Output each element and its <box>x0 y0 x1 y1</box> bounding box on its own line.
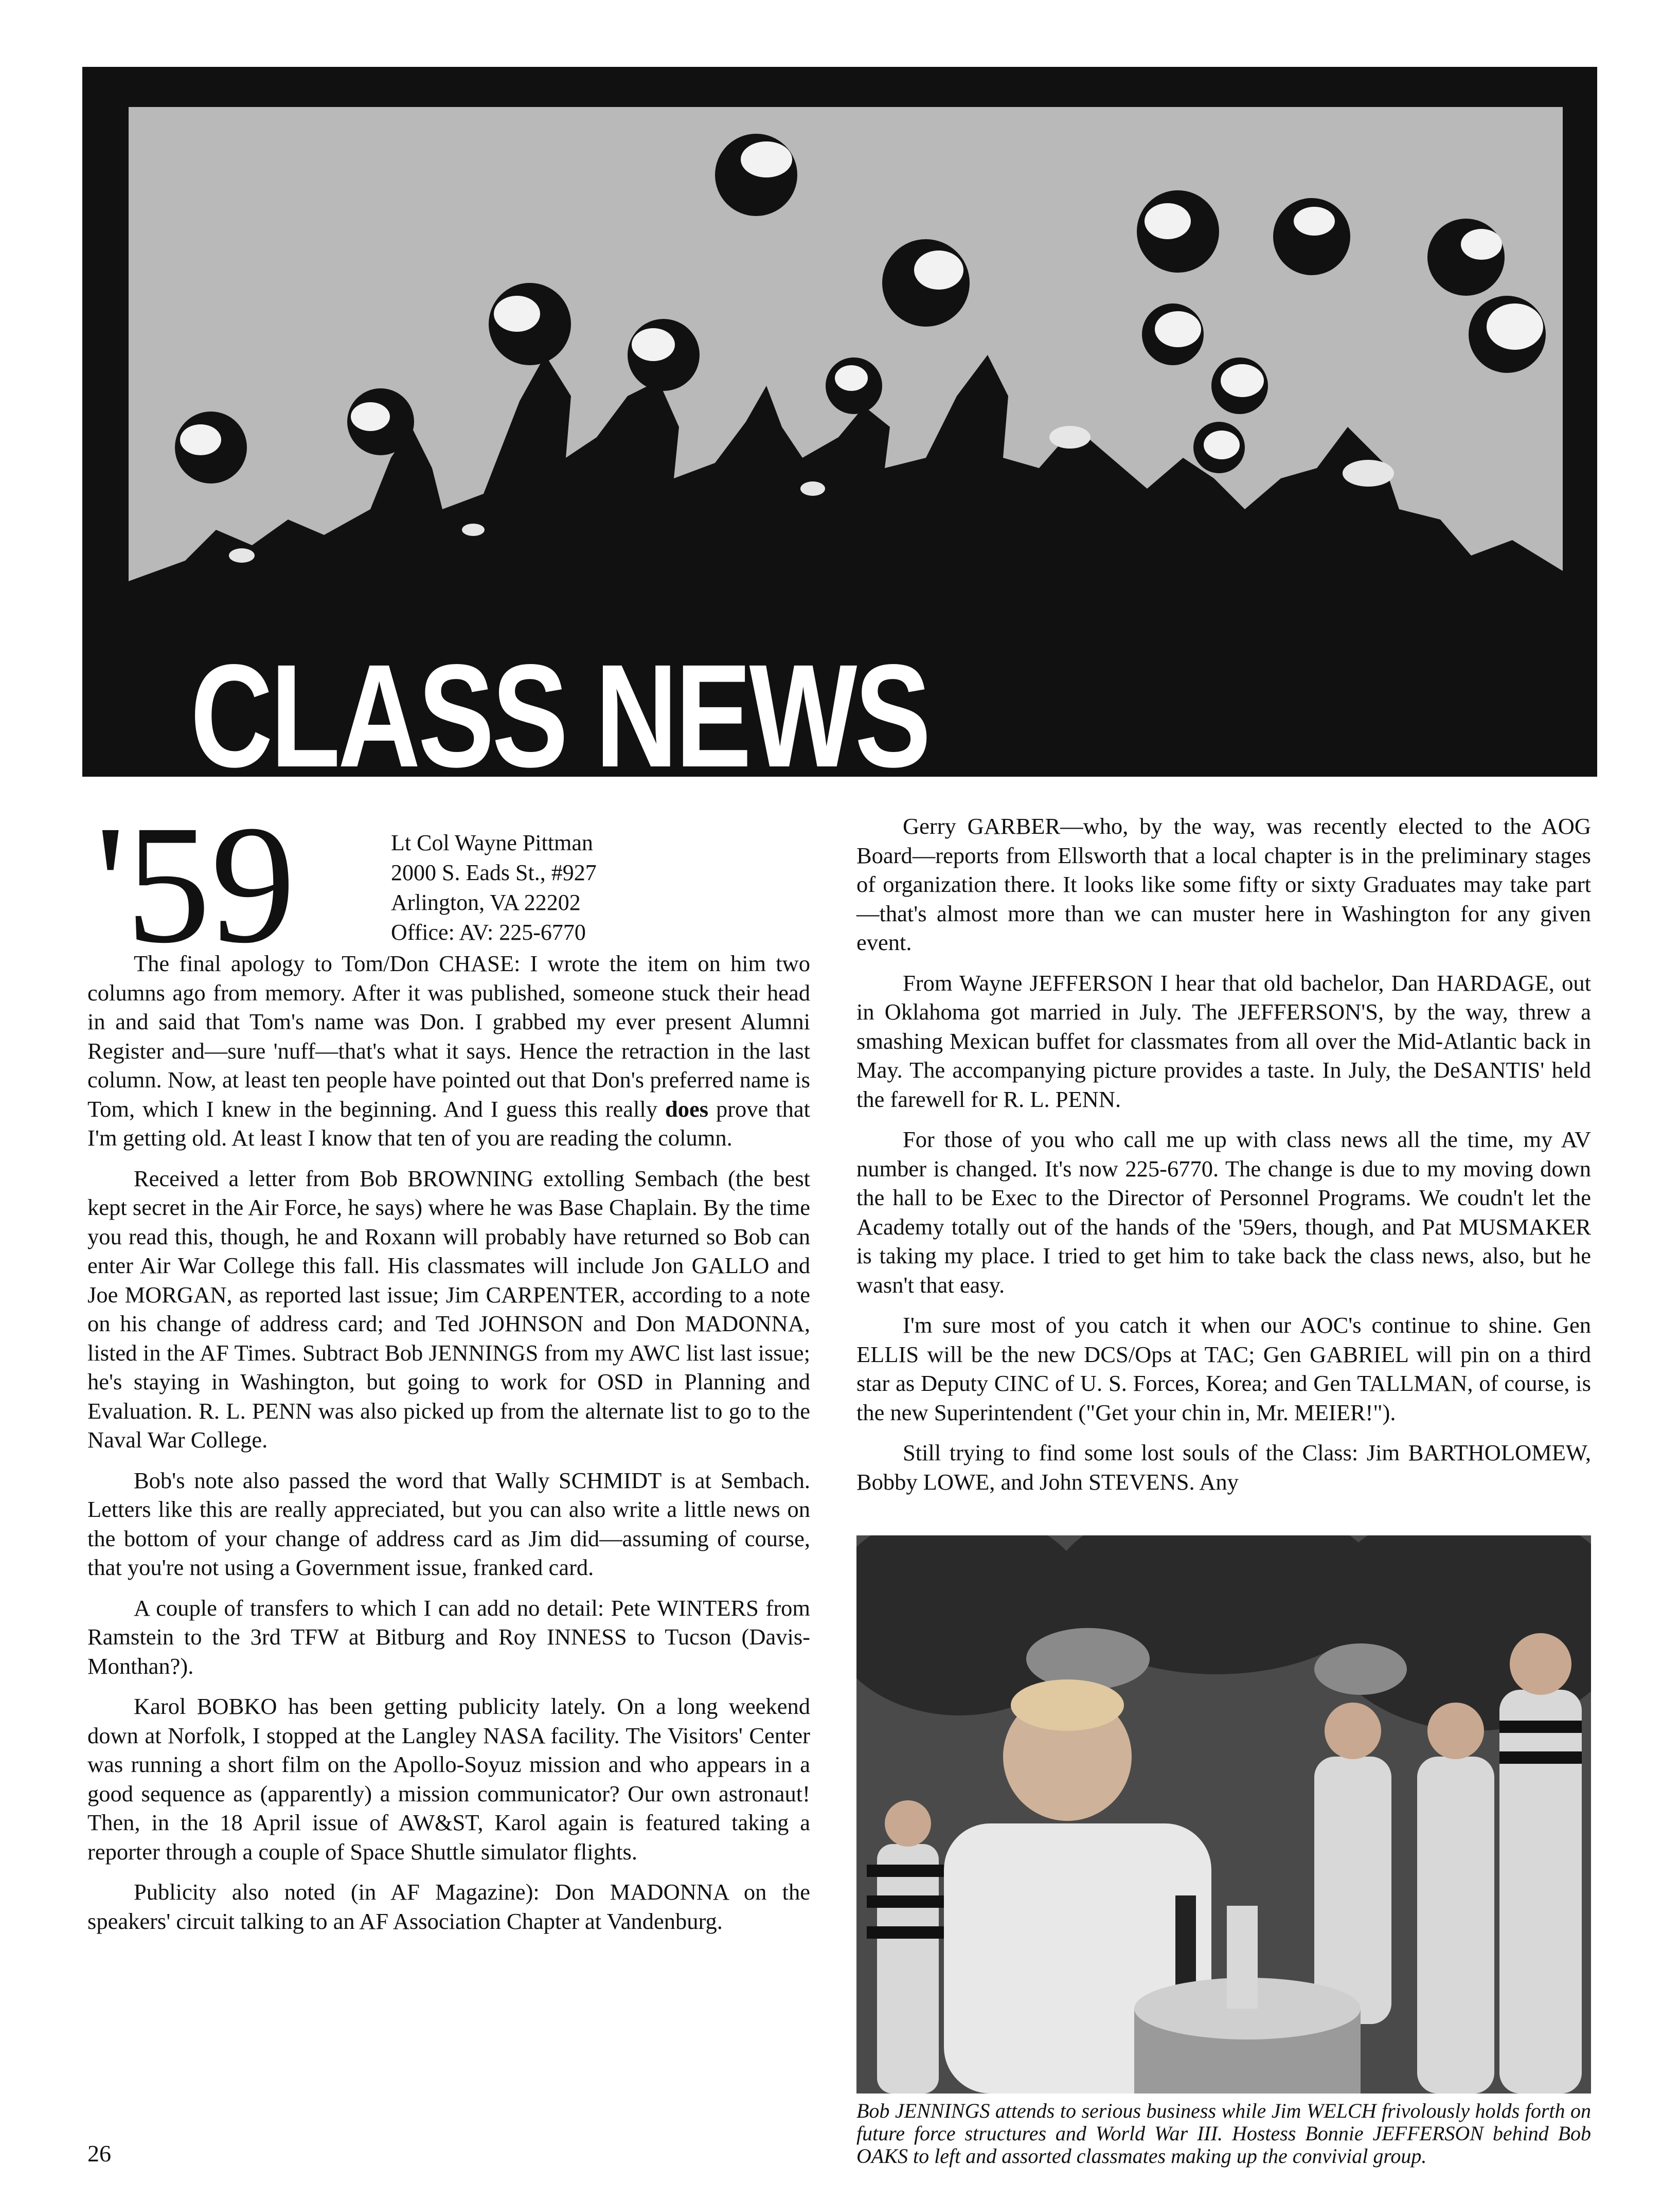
address-line: Office: AV: 225-6770 <box>391 920 586 945</box>
paragraph: From Wayne JEFFERSON I hear that old bachelor, Dan HARDAGE, out in Oklahoma got married in July. The JEFFERSON'S, by the way, threw a smashing Mexican buffet for classmates from all over the Mid-Atlantic back in May. The accompanying picture provides a taste. In July, the DeSANTIS' held the farewell for R. L. PENN. <box>856 970 1591 1112</box>
address-line: Lt Col Wayne Pittman <box>391 830 593 855</box>
address-line: Arlington, VA 22202 <box>391 890 581 915</box>
paragraph: The final apology to Tom/Don CHASE: I wrote the item on him two columns ago from memory. After it was published, someone stuck their head in and said that Tom's name was Don. I grabbed my ever present Alumni Register and—sure 'nuff—that's what it says. Hence the retraction in the last column. Now, at least ten people have pointed out that Don's preferred name is Tom, which I knew in the beginning. And I guess this really does prove that I'm getting old. At least I know that ten of you are reading the column. <box>87 951 810 1151</box>
photo-caption: Bob JENNINGS attends to serious business while Jim WELCH frivolously holds forth on future force structures and World War III. Hostess Bonnie JEFFERSON behind Bob OAKS to left and assorted classmates making up the convivial group. <box>856 2099 1591 2168</box>
banner-title: CLASS NEWS <box>190 634 929 798</box>
page-number: 26 <box>87 2140 111 2167</box>
paragraph: For those of you who call me up with class news all the time, my AV number is changed. It's now 225-6770. The change is due to my moving down the hall to be Exec to the Director of Personnel Programs. We coudn't let the Academy totally out of the hands of the '59ers, though, and Pat MUSMAKER is taking my place. I tried to get him to take back the class news, also, but he wasn't that easy. <box>856 1126 1591 1298</box>
paragraph: Received a letter from Bob BROWNING extolling Sembach (the best kept secret in the Air Force, he says) where he was Base Chaplain. By the time you read this, though, he and Roxann will probably have returned so Bob can enter Air War College this fall. His classmates will include Jon GALLO and Joe MORGAN, as reported last issue; Jim CARPENTER, according to a note on his change of address card; and Ted JOHNSON and Don MADONNA, listed in the AF Times. Subtract Bob JENNINGS from my AWC list last issue; he's staying in Washington, but going to work for OSD in Planning and Evaluation. R. L. PENN was also picked up from the alternate list to go to the Naval War College. <box>87 1165 810 1453</box>
paragraph: Bob's note also passed the word that Wally SCHMIDT is at Sembach. Letters like this are really appreciated, but you can also write a little news on the bottom of your change of address card as Jim did—assuming of course, that you're not using a Government issue, franked card. <box>87 1467 810 1580</box>
class-secretary-address <box>391 828 597 947</box>
address-line: 2000 S. Eads St., #927 <box>391 860 597 885</box>
left-column <box>87 949 810 1947</box>
paragraph: Publicity also noted (in AF Magazine): Don MADONNA on the speakers' circuit talking to an AF Association Chapter at Vandenburg. <box>87 1879 810 1934</box>
paragraph: A couple of transfers to which I can add no detail: Pete WINTERS from Ramstein to the 3rd TFW at Bitburg and Roy INNESS to Tucson (Davis-Monthan?). <box>87 1595 810 1679</box>
paragraph: Still trying to find some lost souls of the Class: Jim BARTHOLOMEW, Bobby LOWE, and John STEVENS. Any <box>856 1440 1591 1495</box>
paragraph: I'm sure most of you catch it when our AOC's continue to shine. Gen ELLIS will be the new DCS/Ops at TAC; Gen GABRIEL will pin on a third star as Deputy CINC of U. S. Forces, Korea; and Gen TALLMAN, of course, is the new Superintendent ("Get your chin in, Mr. MEIER!"). <box>856 1312 1591 1425</box>
class-year: '59 <box>95 791 296 978</box>
party-photo <box>856 1535 1591 2093</box>
class-news-banner <box>82 67 1597 798</box>
paragraph: Karol BOBKO has been getting publicity lately. On a long weekend down at Norfolk, I stopped at the Langley NASA facility. The Visitors' Center was running a short film on the Apollo-Soyuz mission and who appears in a good sequence as (apparently) a mission communicator? Our own astronaut! Then, in the 18 April issue of AW&ST, Karol again is featured taking a reporter through a couple of Space Shuttle simulator flights. <box>87 1693 810 1865</box>
party-photo-image <box>856 1535 1591 2093</box>
right-column <box>856 812 1591 1496</box>
paragraph: Gerry GARBER—who, by the way, was recently elected to the AOG Board—reports from Ellsworth that a local chapter is in the preliminary stages of organization there. It looks like some fifty or sixty Graduates may take part—that's almost more than we can muster here in Washington for any given event. <box>856 813 1591 955</box>
